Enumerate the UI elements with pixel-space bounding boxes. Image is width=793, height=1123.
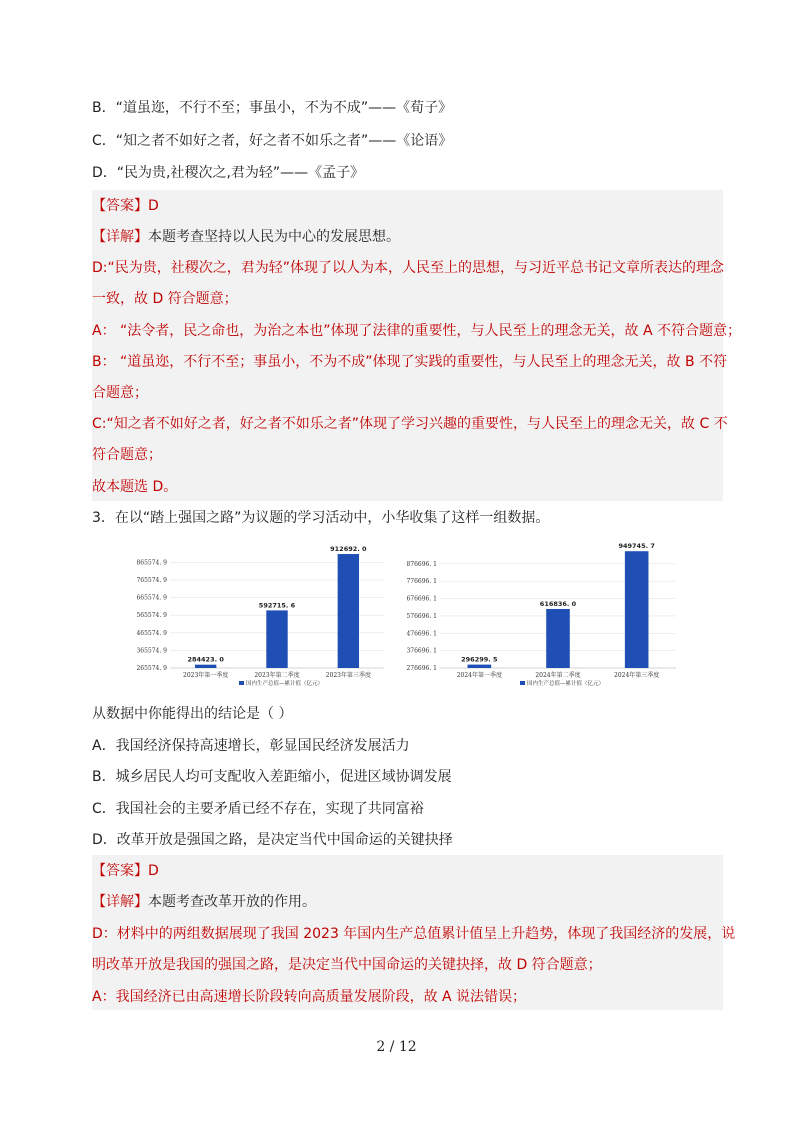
bar bbox=[266, 610, 287, 668]
explanation-line: A： “法令者，民之命也，为治之本也”体现了法律的重要性，与人民至上的理念无关，故 A 不符合题意； bbox=[92, 323, 742, 339]
answer-label: 【答案】 bbox=[92, 198, 148, 214]
answer-value: D bbox=[148, 863, 159, 879]
y-tick-label: 276696. 1 bbox=[406, 665, 437, 672]
chart-2023 bbox=[130, 538, 390, 690]
y-tick-label: 565574. 9 bbox=[136, 612, 167, 620]
answer-value: D bbox=[148, 198, 159, 214]
y-tick-label: 376696. 1 bbox=[406, 647, 437, 655]
y-tick-label: 776696. 1 bbox=[406, 578, 437, 586]
explanation-line: B： “道虽迩，不行不至；事虽小，不为不成”体现了实践的重要性，与人民至上的理念无关，故 B 不符 bbox=[92, 354, 728, 370]
y-tick-label: 476696. 1 bbox=[406, 630, 437, 638]
detail-summary: 本题考查改革开放的作用。 bbox=[148, 894, 316, 910]
data-label: 912692. 0 bbox=[330, 545, 367, 554]
y-tick-label: 265574. 9 bbox=[136, 665, 167, 672]
y-tick-label: 576696. 1 bbox=[406, 612, 437, 620]
explanation-line: 故本题选 D。 bbox=[92, 479, 178, 495]
bar bbox=[195, 665, 216, 668]
option-c: C．我国社会的主要矛盾已经不存在，实现了共同富裕 bbox=[92, 801, 424, 817]
option-b-top: B．“道虽迩，不行不至；事虽小，不为不成”——《荀子》 bbox=[92, 100, 453, 116]
x-tick-label: 2023年第一季度 bbox=[183, 672, 229, 679]
data-label: 616836. 0 bbox=[539, 599, 577, 608]
x-tick-label: 2023年第三季度 bbox=[325, 672, 371, 679]
option-c-top: C．“知之者不如好之者，好之者不如乐之者”——《论语》 bbox=[92, 133, 453, 149]
explanation-line: D:“民为贵，社稷次之，君为轻”体现了以人为本，人民至上的思想，与习近平总书记文章所表达的理念 bbox=[92, 260, 725, 276]
option-d-top: D．“民为贵,社稷次之,君为轻”——《孟子》 bbox=[92, 165, 365, 181]
explanation-line: D：材料中的两组数据展现了我国 2023 年国内生产总值累计值呈上升趋势，体现了我国经济的发展，说 bbox=[92, 926, 736, 942]
x-tick-label: 2024年第三季度 bbox=[614, 672, 660, 679]
detail-summary: 本题考查坚持以人民为中心的发展思想。 bbox=[148, 229, 400, 245]
legend-label: 国内生产总值—累计值（亿元） bbox=[527, 681, 605, 687]
x-tick-label: 2023年第二季度 bbox=[254, 672, 300, 679]
detail-label: 【详解】 bbox=[92, 894, 148, 910]
bar bbox=[546, 609, 570, 668]
y-tick-label: 765574. 9 bbox=[136, 576, 167, 584]
option-b: B．城乡居民人均可支配收入差距缩小，促进区域协调发展 bbox=[92, 769, 452, 785]
answer-line-1 bbox=[92, 196, 159, 216]
data-label: 296299. 5 bbox=[461, 655, 498, 664]
y-tick-label: 665574. 9 bbox=[136, 594, 167, 602]
explanation-line: C:“知之者不如好之者，好之者不如乐之者”体现了学习兴趣的重要性，与人民至上的理念无关，故 C 不 bbox=[92, 416, 728, 432]
detail-line-3 bbox=[92, 892, 316, 912]
y-tick-label: 465574. 9 bbox=[136, 629, 167, 637]
answer-label: 【答案】 bbox=[92, 863, 148, 879]
y-tick-label: 365574. 9 bbox=[136, 647, 167, 655]
y-tick-label: 876696. 1 bbox=[406, 560, 437, 568]
data-label: 592715. 6 bbox=[258, 601, 296, 610]
explanation-line: A：我国经济已由高速增长阶段转向高质量发展阶段，故 A 说法错误； bbox=[92, 989, 527, 1005]
chart-2024 bbox=[400, 538, 682, 690]
data-label: 949745. 7 bbox=[618, 542, 655, 551]
explanation-line: 符合题意； bbox=[92, 447, 162, 463]
option-d: D．改革开放是强国之路，是决定当代中国命运的关键抉择 bbox=[92, 832, 453, 848]
question-3-prompt: 从数据中你能得出的结论是（ ） bbox=[92, 706, 293, 722]
y-tick-label: 865574. 9 bbox=[136, 559, 167, 567]
data-label: 284423. 0 bbox=[187, 655, 224, 664]
explanation-line: 一致，故 D 符合题意； bbox=[92, 291, 238, 307]
explanation-line: 明改革开放是我国的强国之路，是决定当代中国命运的关键抉择，故 D 符合题意； bbox=[92, 957, 602, 973]
y-tick-label: 676696. 1 bbox=[406, 595, 437, 603]
legend-swatch bbox=[239, 681, 244, 685]
answer-line-3 bbox=[92, 861, 159, 881]
option-a: A．我国经济保持高速增长，彰显国民经济发展活力 bbox=[92, 738, 410, 754]
page-number: 2 / 12 bbox=[376, 1039, 417, 1055]
legend-swatch bbox=[520, 681, 525, 685]
detail-label: 【详解】 bbox=[92, 229, 148, 245]
legend-label: 国内生产总值—累计值（亿元） bbox=[246, 681, 324, 687]
explanation-line: 合题意； bbox=[92, 385, 148, 401]
bar bbox=[468, 665, 492, 668]
x-tick-label: 2024年第一季度 bbox=[456, 672, 502, 679]
bar bbox=[338, 554, 359, 668]
x-tick-label: 2024年第二季度 bbox=[535, 672, 581, 679]
detail-line-1 bbox=[92, 227, 400, 247]
bar bbox=[625, 551, 649, 668]
question-3-stem: 3．在以“踏上强国之路”为议题的学习活动中，小华收集了这样一组数据。 bbox=[92, 510, 550, 526]
